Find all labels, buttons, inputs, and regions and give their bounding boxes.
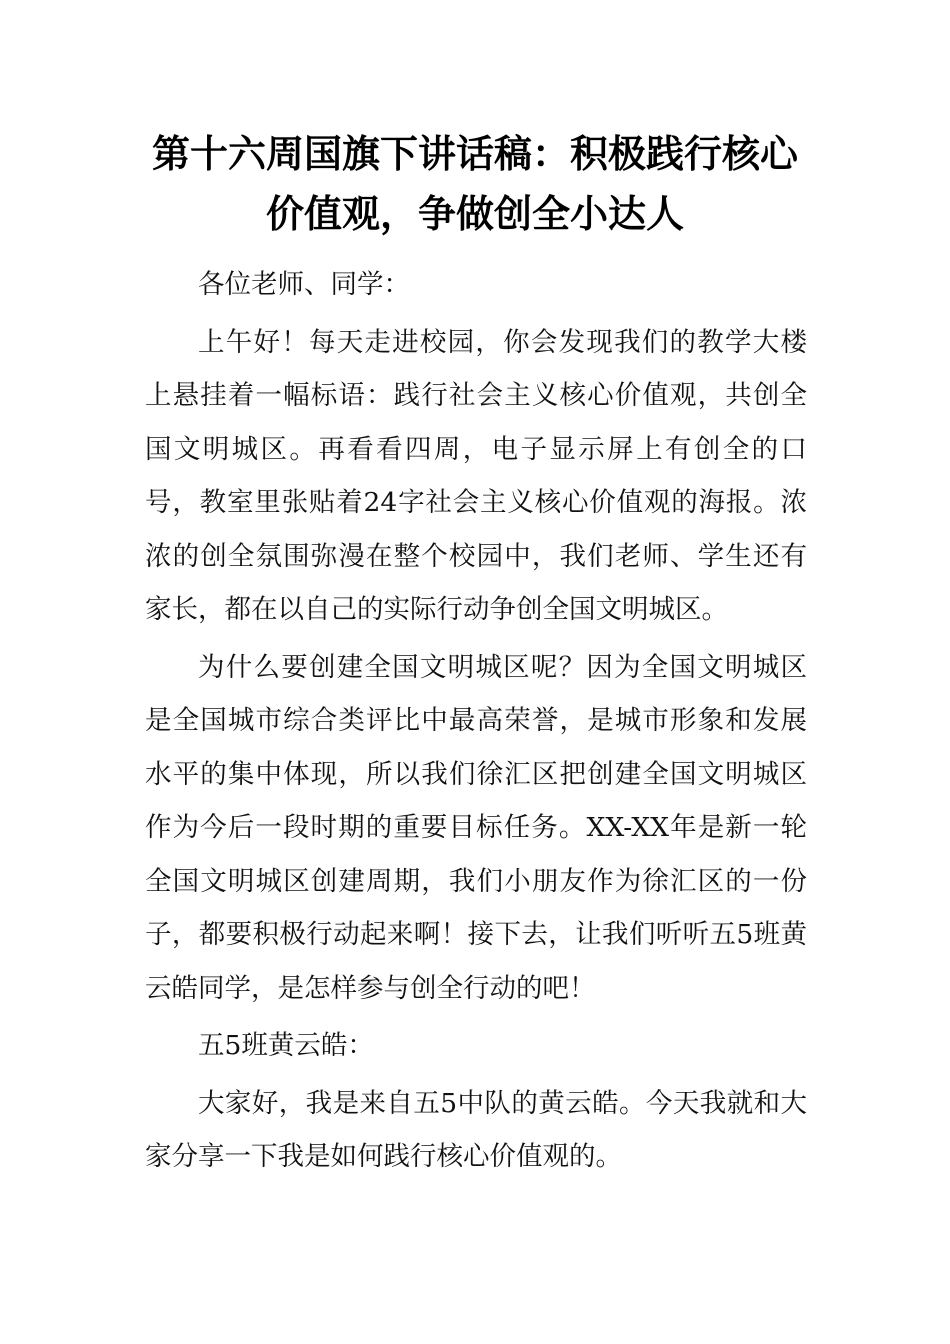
body-paragraph: 上午好！每天走进校园，你会发现我们的教学大楼上悬挂着一幅标语：践行社会主义核心价值观，共创全国文明城区。再看看四周，电子显示屏上有创全的口号，教室里张贴着24字社会主义核心价值观的海报。浓浓的创全氛围弥漫在整个校园中，我们老师、学生还有家长，都在以自己的实际行动争创全国文明城区。 xyxy=(145,326,807,625)
speaker-label-paragraph: 五5班黄云皓： xyxy=(198,1030,374,1061)
document-body xyxy=(145,258,807,1188)
document-title xyxy=(140,124,810,244)
body-paragraph: 为什么要创建全国文明城区呢？因为全国文明城区是全国城市综合类评比中最高荣誉，是城市形象和发展水平的集中体现，所以我们徐汇区把创建全国文明城区作为今后一段时期的重要目标任务。XX-XX年是新一轮全国文明城区创建周期，我们小朋友作为徐汇区的一份子，都要积极行动起来啊！接下去，让我们听听五5班黄云皓同学，是怎样参与创全行动的吧！ xyxy=(145,651,807,1004)
title-line-1: 第十六周国旗下讲话稿：积极践行核心 xyxy=(151,132,798,176)
salutation-paragraph: 各位老师、同学： xyxy=(198,269,410,300)
title-line-2: 价值观，争做创全小达人 xyxy=(265,192,684,236)
body-paragraph: 大家好，我是来自五5中队的黄云皓。今天我就和大家分享一下我是如何践行核心价值观的。 xyxy=(145,1087,807,1172)
